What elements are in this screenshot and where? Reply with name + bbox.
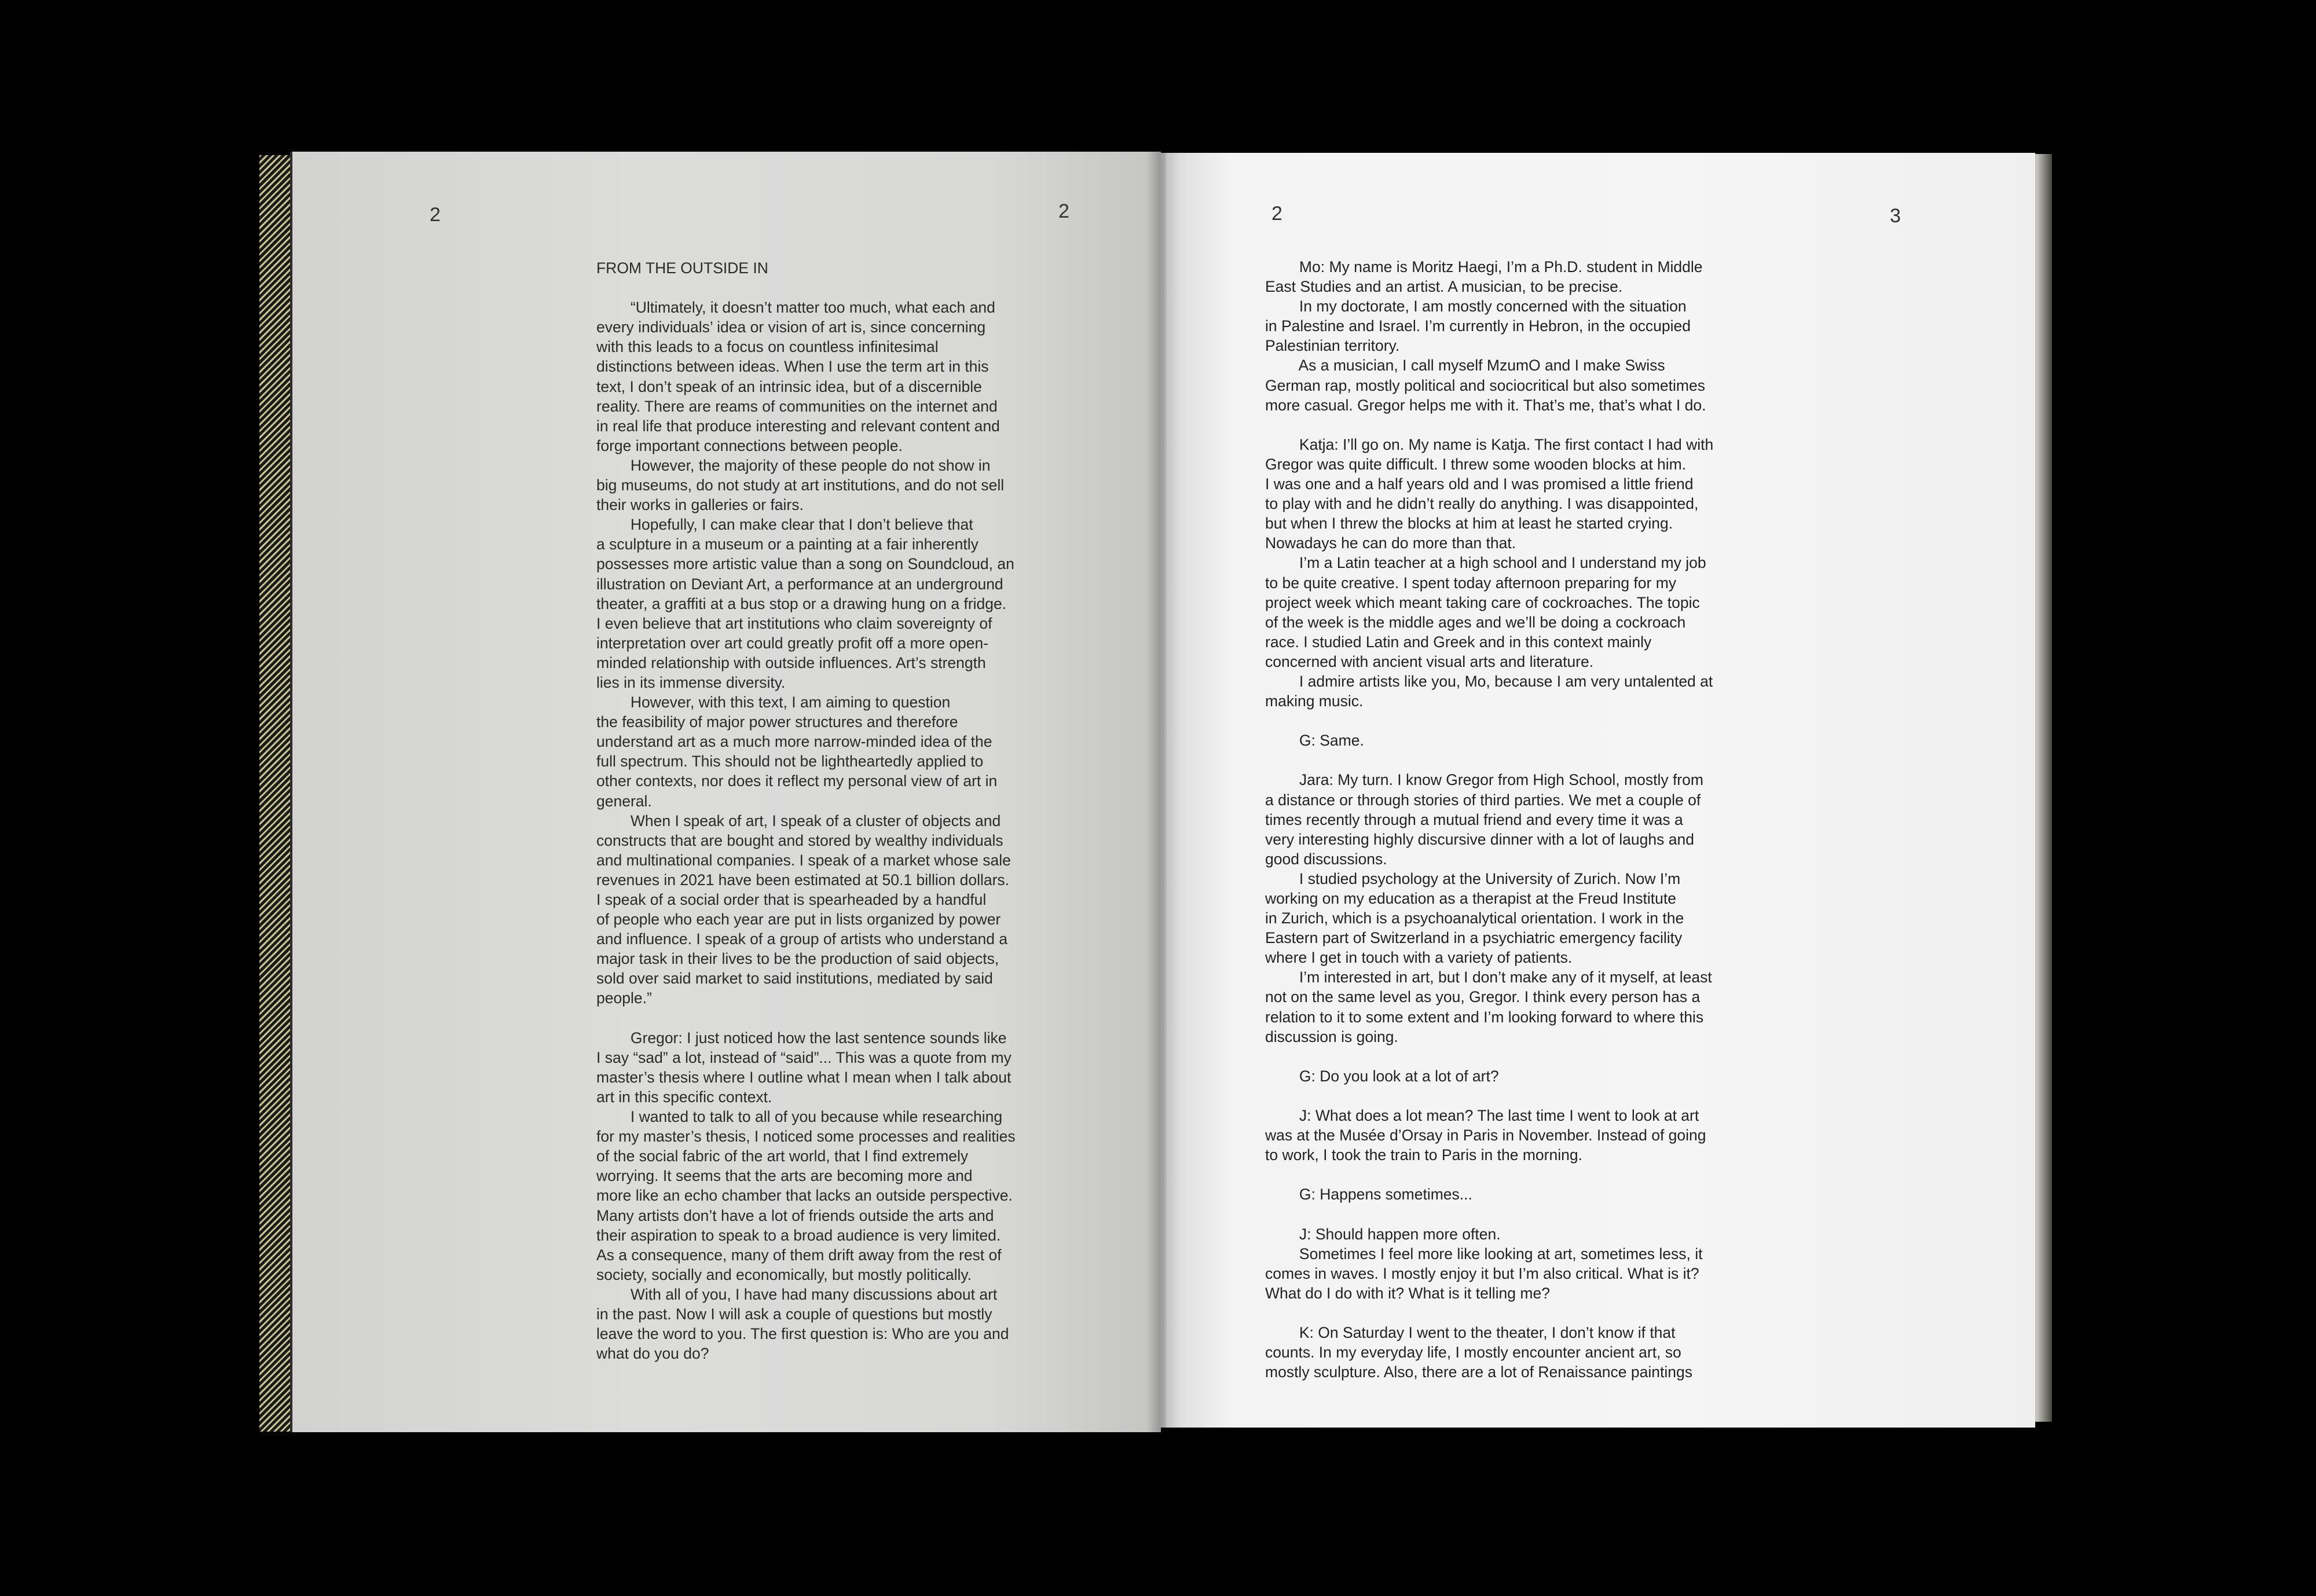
text-line: race. I studied Latin and Greek and in this context mainly (1265, 633, 1652, 651)
text-line: constructs that are bought and stored by wealthy individuals (596, 831, 1003, 849)
text-line: worrying. It seems that the arts are becoming more and (596, 1167, 973, 1185)
text-line: other contexts, nor does it reflect my personal view of art in (596, 772, 998, 790)
text-line: minded relationship with outside influences. Art’s strength (596, 654, 986, 672)
text-line: their works in galleries or fairs. (596, 496, 804, 514)
text-line: comes in waves. I mostly enjoy it but I’m also critical. What is it? (1265, 1264, 1699, 1282)
text-line: working on my education as a therapist at the Freud Institute (1265, 890, 1677, 907)
text-line: counts. In my everyday life, I mostly encounter ancient art, so (1265, 1344, 1681, 1362)
text-line: very interesting highly discursive dinner with a lot of laughs and (1265, 830, 1694, 848)
left-page-number-inner: 2 (1058, 200, 1069, 222)
text-line: where I get in touch with a variety of patients. (1265, 949, 1573, 967)
text-line: people.” (596, 989, 652, 1007)
text-line (1265, 1303, 1746, 1323)
text-line (1265, 1205, 1746, 1224)
text-line: G: Do you look at a lot of art? (1265, 1067, 1499, 1085)
text-line: Palestinian territory. (1265, 337, 1400, 355)
article-heading: FROM THE OUTSIDE IN (596, 259, 768, 277)
text-line: a distance or through stories of third parties. We met a couple of (1265, 791, 1701, 809)
text-line: in Palestine and Israel. I’m currently in Hebron, in the occupied (1265, 317, 1691, 335)
text-line (1265, 1086, 1746, 1106)
text-line: was at the Musée d’Orsay in Paris in November. Instead of going (1265, 1127, 1706, 1144)
text-line: relation to it to some extent and I’m looking forward to where this (1265, 1008, 1704, 1026)
text-line: major task in their lives to be the production of said objects, (596, 950, 999, 968)
text-line: society, socially and economically, but mostly politically. (596, 1265, 972, 1283)
text-line: J: Should happen more often. (1265, 1225, 1501, 1243)
text-line: but when I threw the blocks at him at least he started crying. (1265, 515, 1673, 533)
text-line: understand art as a much more narrow-minded idea of the (596, 733, 992, 751)
text-line: revenues in 2021 have been estimated at 50.1 billion dollars. (596, 871, 1010, 889)
text-line: Nowadays he can do more than that. (1265, 534, 1516, 552)
text-line: with this leads to a focus on countless infinitesimal (596, 338, 939, 356)
text-line: text, I don’t speak of an intrinsic idea, but of a discernible (596, 377, 982, 395)
text-line: What do I do with it? What is it telling me? (1265, 1284, 1550, 1302)
text-line: I studied psychology at the University of Zurich. Now I’m (1265, 869, 1681, 887)
text-line: sold over said market to said institutions, mediated by said (596, 970, 993, 988)
text-line: more like an echo chamber that lacks an outside perspective. (596, 1187, 1013, 1205)
text-line: in the past. Now I will ask a couple of questions but mostly (596, 1305, 992, 1323)
text-line (596, 1008, 1077, 1028)
book-gutter (1146, 152, 1181, 1432)
text-line: project week which meant taking care of cockroaches. The topic (1265, 593, 1700, 611)
text-line: making music. (1265, 692, 1364, 710)
text-line: I was one and a half years old and I was promised a little friend (1265, 475, 1694, 493)
text-line: G: Happens sometimes... (1265, 1186, 1472, 1204)
text-line: East Studies and an artist. A musician, to be precise. (1265, 278, 1623, 296)
text-line: With all of you, I have had many discussions about art (596, 1285, 998, 1303)
text-line: Eastern part of Switzerland in a psychiatric emergency facility (1265, 929, 1683, 947)
text-line: more casual. Gregor helps me with it. That’s me, that’s what I do. (1265, 396, 1706, 414)
text-line: J: What does a lot mean? The last time I went to look at art (1265, 1107, 1699, 1125)
text-line: in real life that produce interesting and relevant content and (596, 417, 1000, 435)
text-line: possesses more artistic value than a song on Soundcloud, an (596, 555, 1014, 573)
text-line: of people who each year are put in lists organized by power (596, 911, 1001, 929)
text-line: theater, a graffiti at a bus stop or a drawing hung on a fridge. (596, 595, 1007, 612)
text-line: Katja: I’ll go on. My name is Katja. The first contact I had with (1265, 435, 1714, 453)
right-page-number-outer: 3 (1890, 205, 1901, 227)
text-line: When I speak of art, I speak of a cluster of objects and (596, 812, 1001, 830)
text-line: times recently through a mutual friend and every time it was a (1265, 810, 1683, 828)
text-line: Sometimes I feel more like looking at art, sometimes less, it (1265, 1245, 1703, 1263)
text-line: a sculpture in a museum or a painting at a fair inherently (596, 535, 979, 553)
text-line: German rap, mostly political and sociocritical but also sometimes (1265, 376, 1705, 394)
text-line: and multinational companies. I speak of a market whose sale (596, 851, 1011, 869)
text-line: I wanted to talk to all of you because while researching (596, 1108, 1003, 1126)
text-line: good discussions. (1265, 850, 1387, 868)
text-line: in Zurich, which is a psychoanalytical orientation. I work in the (1265, 909, 1684, 927)
text-line: I even believe that art institutions who claim sovereignty of (596, 614, 992, 632)
text-line (1265, 415, 1746, 435)
text-line: I speak of a social order that is spearheaded by a handful (596, 891, 987, 908)
text-line (596, 278, 1077, 298)
text-line: their aspiration to speak to a broad audience is very limited. (596, 1226, 1001, 1244)
text-line: Gregor: I just noticed how the last sentence sounds like (596, 1029, 1007, 1047)
text-line: K: On Saturday I went to the theater, I don’t know if that (1265, 1324, 1676, 1342)
text-line (1265, 711, 1746, 731)
text-line: of the week is the middle ages and we’ll be doing a cockroach (1265, 613, 1686, 631)
text-line (1265, 1165, 1746, 1184)
text-line: concerned with ancient visual arts and literature. (1265, 652, 1594, 670)
text-line: full spectrum. This should not be lightheartedly applied to (596, 753, 984, 771)
text-line: for my master’s thesis, I noticed some processes and realities (596, 1128, 1016, 1146)
text-line: As a consequence, many of them drift away from the rest of (596, 1246, 1002, 1264)
text-line: the feasibility of major power structures and therefore (596, 713, 958, 731)
text-line: reality. There are reams of communities on the internet and (596, 397, 998, 415)
text-line: lies in its immense diversity. (596, 673, 786, 691)
text-line: every individuals’ idea or vision of art is, since concerning (596, 318, 986, 336)
text-line: interpretation over art could greatly profit off a more open- (596, 634, 989, 652)
text-line: Hopefully, I can make clear that I don’t believe that (596, 516, 973, 534)
text-line: to play with and he didn’t really do anything. I was disappointed, (1265, 495, 1699, 513)
text-line: “Ultimately, it doesn’t matter too much, what each and (596, 299, 995, 317)
text-line: to be quite creative. I spent today afternoon preparing for my (1265, 574, 1677, 592)
text-line: However, the majority of these people do not show in (596, 456, 991, 474)
text-line (1265, 1047, 1746, 1066)
text-line: I’m a Latin teacher at a high school and I understand my job (1265, 554, 1706, 572)
right-page-text-column (1265, 257, 1746, 1382)
text-line: leave the word to you. The first question is: Who are you and (596, 1325, 1009, 1343)
text-line: I’m interested in art, but I don’t make any of it myself, at least (1265, 968, 1712, 986)
text-line: I say “sad” a lot, instead of “said”... This was a quote from my (596, 1048, 1012, 1066)
text-line: what do you do? (596, 1345, 709, 1363)
text-line: In my doctorate, I am mostly concerned with the situation (1265, 298, 1687, 315)
text-line: As a musician, I call myself MzumO and I make Swiss (1265, 357, 1665, 375)
left-page-number-outer: 2 (430, 204, 441, 226)
text-line: Gregor was quite difficult. I threw some wooden blocks at him. (1265, 455, 1687, 473)
text-line: Mo: My name is Moritz Haegi, I’m a Ph.D. student in Middle (1265, 258, 1703, 276)
text-line: illustration on Deviant Art, a performance at an underground (596, 575, 1003, 593)
text-line: of the social fabric of the art world, that I find extremely (596, 1147, 969, 1165)
text-line: mostly sculpture. Also, there are a lot of Renaissance paintings (1265, 1363, 1692, 1381)
text-line: However, with this text, I am aiming to question (596, 694, 951, 711)
text-line: forge important connections between people. (596, 436, 903, 454)
text-line: to work, I took the train to Paris in the morning. (1265, 1146, 1582, 1164)
text-line: general. (596, 792, 652, 810)
text-line: discussion is going. (1265, 1028, 1398, 1045)
text-line: master’s thesis where I outline what I mean when I talk about (596, 1068, 1012, 1086)
text-line: art in this specific context. (596, 1088, 772, 1106)
text-line: big museums, do not study at art institutions, and do not sell (596, 476, 1005, 494)
text-line: Many artists don’t have a lot of friends outside the arts and (596, 1206, 994, 1224)
text-line: Jara: My turn. I know Gregor from High School, mostly from (1265, 771, 1703, 789)
text-line: not on the same level as you, Gregor. I think every person has a (1265, 988, 1701, 1006)
text-line: G: Same. (1265, 732, 1364, 750)
text-line: I admire artists like you, Mo, because I am very untalented at (1265, 672, 1713, 690)
left-page-text-column (596, 258, 1077, 1363)
text-line: distinctions between ideas. When I use the term art in this (596, 358, 989, 376)
text-line: and influence. I speak of a group of artists who understand a (596, 930, 1008, 948)
right-page-number-inner: 2 (1271, 203, 1282, 225)
text-line (1265, 750, 1746, 770)
